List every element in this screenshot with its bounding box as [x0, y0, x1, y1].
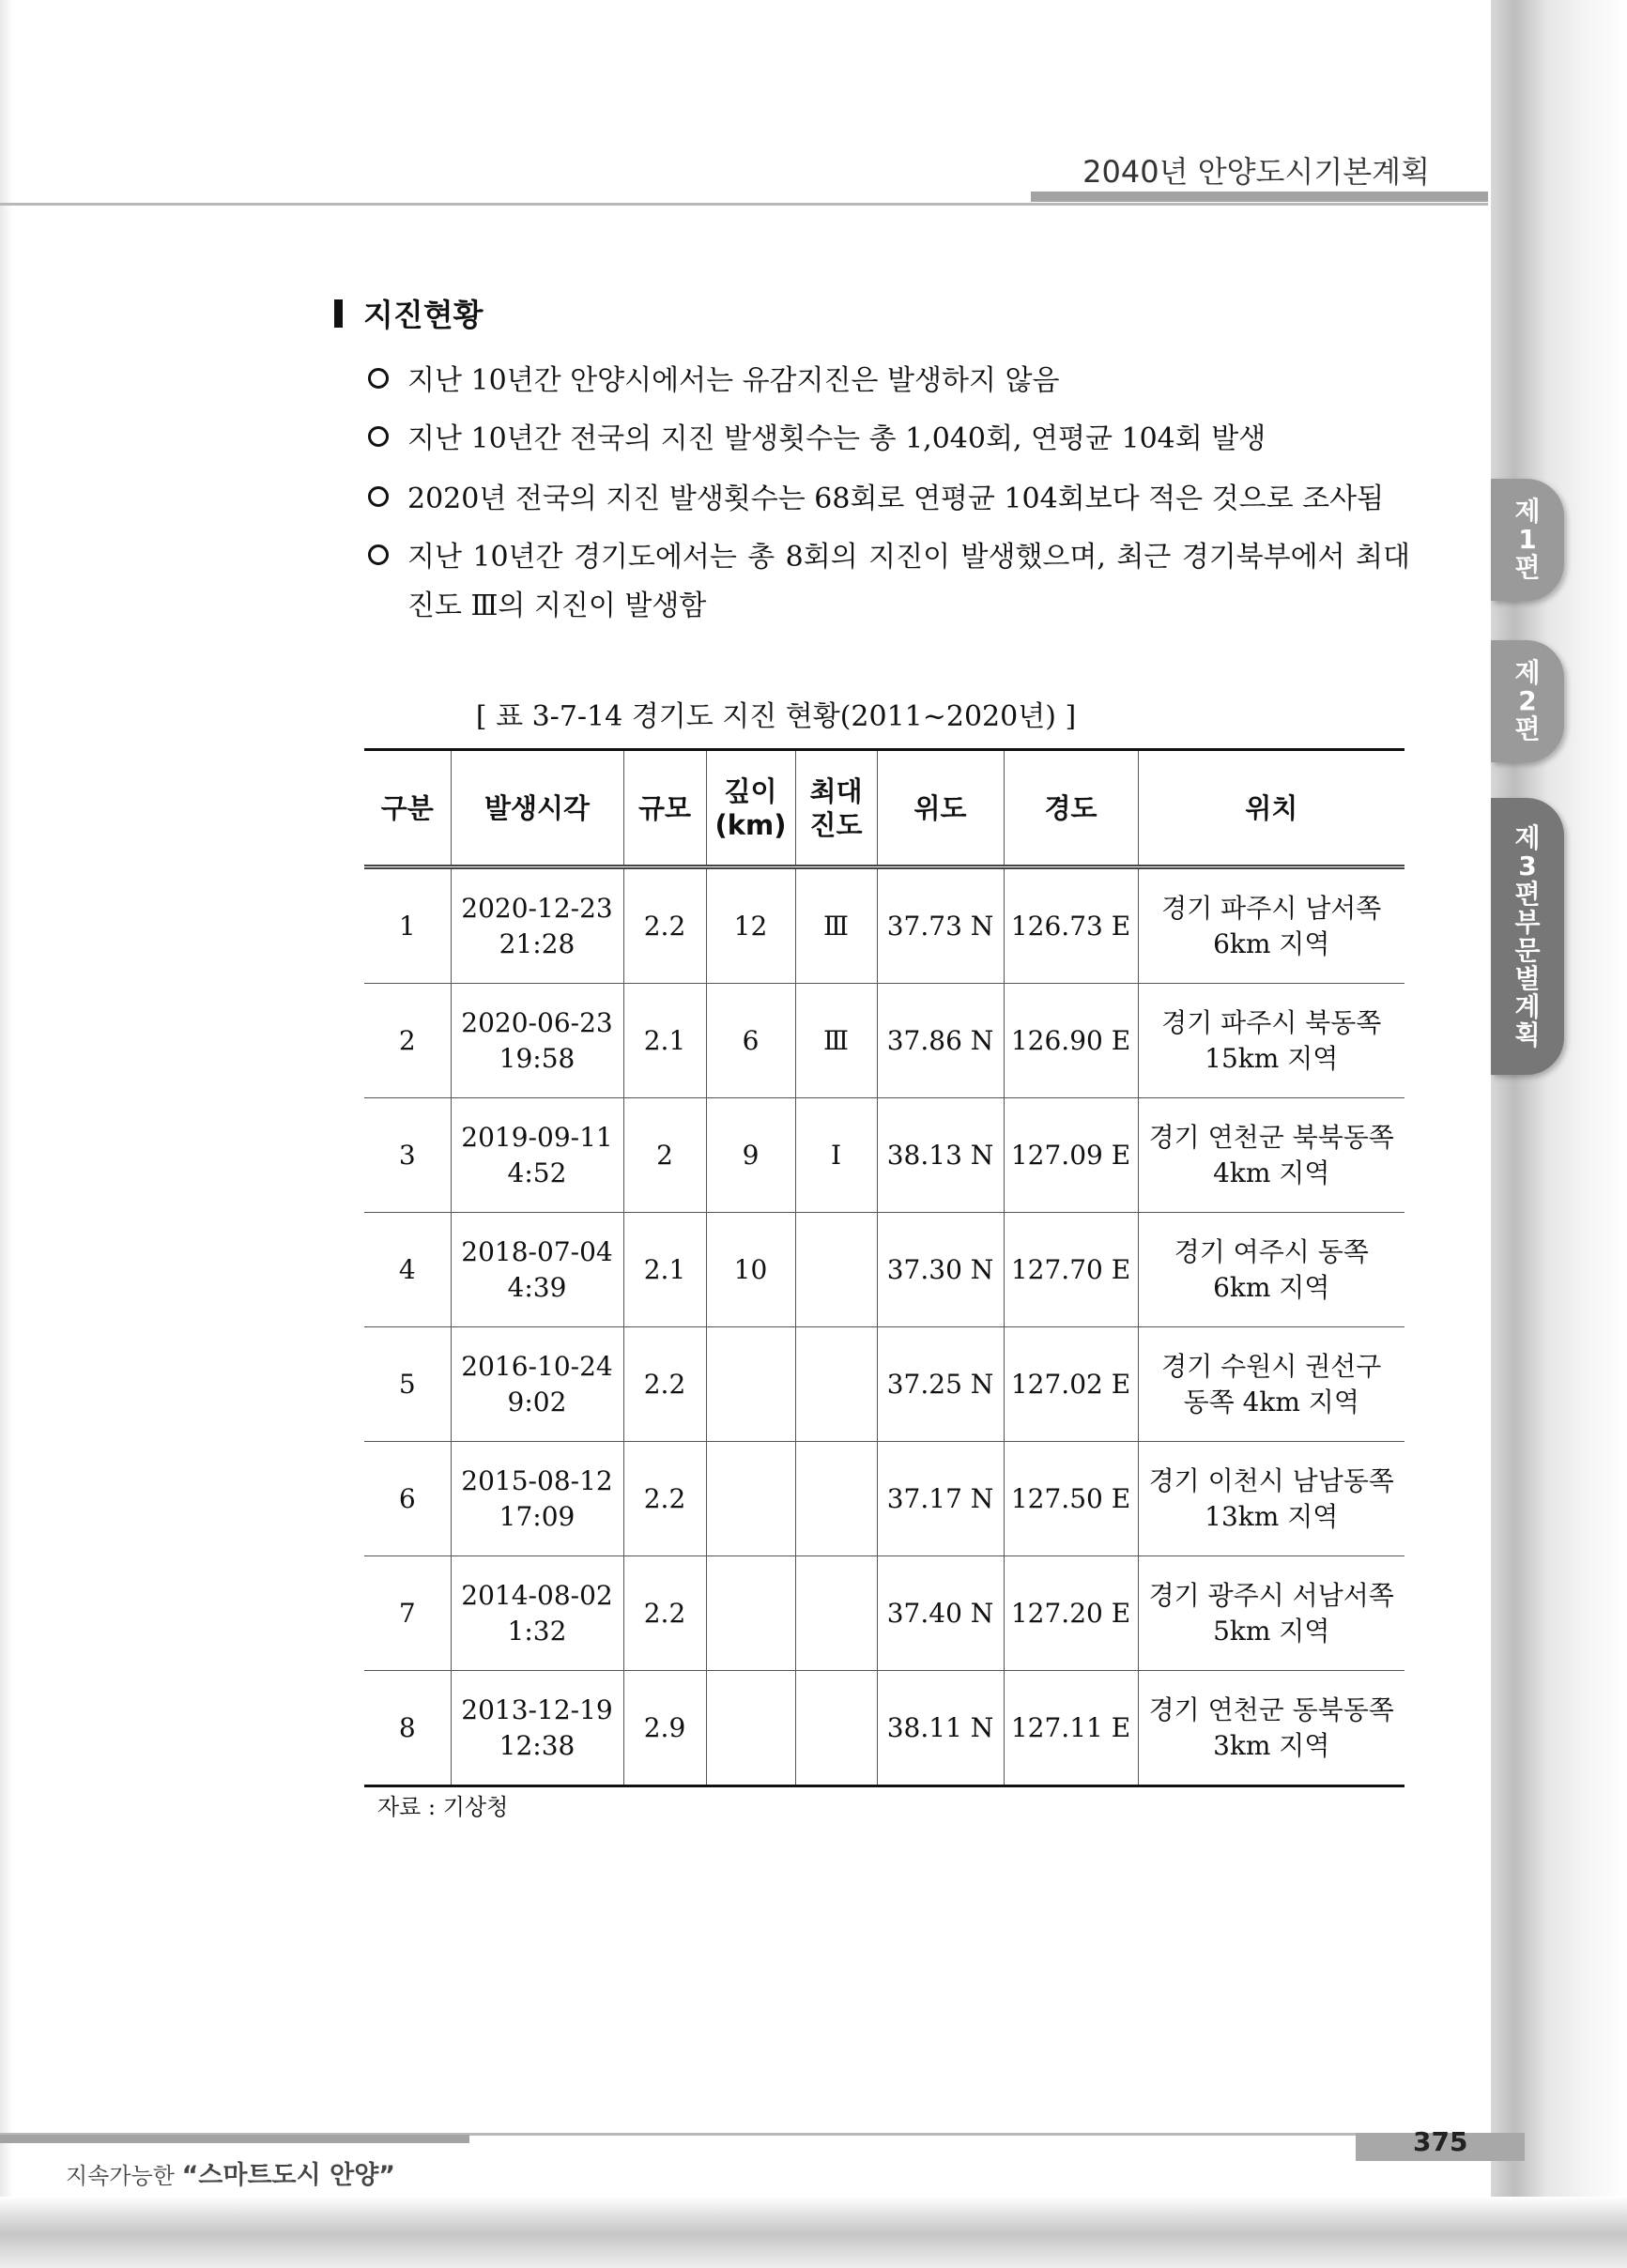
- header-depth-line1: 깊이: [724, 774, 777, 807]
- cell-location: [1138, 984, 1404, 1098]
- table-row: [364, 1671, 1404, 1786]
- circle-bullet-icon: [368, 368, 389, 389]
- table-row: [364, 984, 1404, 1098]
- cell-depth: [706, 1327, 795, 1442]
- cell-intensity: I: [795, 1098, 877, 1213]
- side-tab-part-3[interactable]: [1491, 798, 1564, 1075]
- table-row: [364, 1213, 1404, 1327]
- cell-intensity: [795, 1327, 877, 1442]
- cell-location-line2: 15km 지역: [1205, 1042, 1339, 1074]
- header-depth: [706, 750, 795, 867]
- cell-no: 3: [364, 1098, 451, 1213]
- cell-date-text: 2018-07-04: [461, 1235, 613, 1267]
- page-edge-right: [1491, 0, 1627, 2268]
- cell-magnitude: 2.2: [623, 1327, 706, 1442]
- cell-depth: [706, 1442, 795, 1556]
- cell-location: [1138, 1213, 1404, 1327]
- bullet-text: 2020년 전국의 지진 발생횟수는 68회로 연평균 104회보다 적은 것으로 조사됨: [407, 483, 1385, 515]
- table-row: [364, 1098, 1404, 1213]
- cell-lat: 38.13 N: [877, 1098, 1004, 1213]
- header-time: 발생시각: [451, 750, 623, 867]
- bullet-item: [368, 415, 1410, 464]
- cell-intensity: Ⅲ: [795, 984, 877, 1098]
- cell-no: 2: [364, 984, 451, 1098]
- cell-time: [451, 867, 623, 984]
- cell-no: 8: [364, 1671, 451, 1786]
- cell-depth: 6: [706, 984, 795, 1098]
- cell-lon: 127.11 E: [1004, 1671, 1138, 1786]
- cell-date-text: 2013-12-19: [461, 1693, 613, 1725]
- cell-lon: 127.70 E: [1004, 1213, 1138, 1327]
- cell-lat: 37.40 N: [877, 1556, 1004, 1671]
- page-edge-left: [0, 0, 13, 2197]
- cell-time-text: 21:28: [499, 927, 576, 959]
- cell-intensity: [795, 1671, 877, 1786]
- page-number: 375: [1413, 2126, 1468, 2157]
- cell-lon: 126.90 E: [1004, 984, 1138, 1098]
- cell-lat: 38.11 N: [877, 1671, 1004, 1786]
- cell-no: 6: [364, 1442, 451, 1556]
- cell-date-text: 2014-08-02: [461, 1579, 613, 1611]
- cell-depth: [706, 1556, 795, 1671]
- side-tab-part-1[interactable]: [1491, 479, 1564, 601]
- cell-lon: 127.50 E: [1004, 1442, 1138, 1556]
- circle-bullet-icon: [368, 544, 389, 565]
- side-tab-label: 제3편 부문별 계획: [1514, 821, 1541, 1050]
- cell-lon: 127.09 E: [1004, 1098, 1138, 1213]
- cell-date-text: 2020-12-23: [461, 892, 613, 924]
- cell-magnitude: 2: [623, 1098, 706, 1213]
- cell-time: [451, 1098, 623, 1213]
- cell-location-line1: 경기 여주시 동쪽: [1174, 1235, 1369, 1267]
- cell-location: [1138, 1556, 1404, 1671]
- cell-lon: 127.20 E: [1004, 1556, 1138, 1671]
- cell-intensity: [795, 1213, 877, 1327]
- header-no: 구분: [364, 750, 451, 867]
- cell-location-line2: 5km 지역: [1213, 1615, 1330, 1647]
- cell-location-line1: 경기 연천군 북북동쪽: [1148, 1121, 1394, 1153]
- cell-time-text: 17:09: [499, 1500, 576, 1532]
- cell-time: [451, 984, 623, 1098]
- header-magnitude: 규모: [623, 750, 706, 867]
- cell-magnitude: 2.2: [623, 867, 706, 984]
- cell-no: 4: [364, 1213, 451, 1327]
- cell-location: [1138, 1442, 1404, 1556]
- cell-time: [451, 1213, 623, 1327]
- header-lat: 위도: [877, 750, 1004, 867]
- cell-time-text: 4:39: [507, 1271, 567, 1303]
- cell-intensity: [795, 1556, 877, 1671]
- bullet-item: [368, 475, 1410, 524]
- header-location: 위치: [1138, 750, 1404, 867]
- footer-slogan-prefix: 지속가능한: [66, 2163, 182, 2189]
- cell-date-text: 2020-06-23: [461, 1006, 613, 1038]
- cell-location-line2: 6km 지역: [1213, 1271, 1330, 1303]
- table-row: [364, 867, 1404, 984]
- cell-location-line1: 경기 이천시 남남동쪽: [1148, 1464, 1394, 1496]
- circle-bullet-icon: [368, 426, 389, 447]
- header-lon: 경도: [1004, 750, 1138, 867]
- cell-location-line1: 경기 연천군 동북동쪽: [1148, 1693, 1394, 1725]
- header-accent-bar: [1031, 192, 1488, 202]
- cell-time: [451, 1442, 623, 1556]
- cell-location-line2: 3km 지역: [1213, 1729, 1330, 1761]
- running-header-title: 2040년 안양도시기본계획: [1082, 154, 1430, 190]
- section-heading-text: 지진현황: [363, 297, 483, 333]
- cell-location-line1: 경기 수원시 권선구: [1161, 1350, 1382, 1382]
- cell-location-line1: 경기 광주시 서남서쪽: [1148, 1579, 1394, 1611]
- cell-depth: [706, 1671, 795, 1786]
- cell-location: [1138, 1098, 1404, 1213]
- cell-location-line1: 경기 파주시 남서쪽: [1161, 892, 1382, 924]
- cell-lat: 37.30 N: [877, 1213, 1004, 1327]
- header-depth-line2: (km): [714, 808, 787, 841]
- cell-location-line2: 4km 지역: [1213, 1157, 1330, 1188]
- footer-slogan: [66, 2154, 395, 2191]
- bullet-item: [368, 533, 1410, 631]
- cell-depth: 12: [706, 867, 795, 984]
- cell-depth: 10: [706, 1213, 795, 1327]
- table-row: [364, 1327, 1404, 1442]
- cell-time-text: 1:32: [507, 1615, 567, 1647]
- cell-magnitude: 2.2: [623, 1556, 706, 1671]
- earthquake-table: [364, 748, 1404, 1787]
- cell-no: 7: [364, 1556, 451, 1671]
- table-caption: [0, 693, 1627, 734]
- cell-time-text: 19:58: [499, 1042, 576, 1074]
- cell-location-line2: 6km 지역: [1213, 927, 1330, 959]
- cell-no: 5: [364, 1327, 451, 1442]
- bullet-text: 지난 10년간 전국의 지진 발생횟수는 총 1,040회, 연평균 104회 발생: [407, 422, 1266, 455]
- cell-location: [1138, 867, 1404, 984]
- cell-location-line2: 13km 지역: [1205, 1500, 1339, 1532]
- cell-time: [451, 1671, 623, 1786]
- table-caption-text: [ 표 3-7-14 경기도 지진 현황(2011~2020년) ]: [475, 700, 1077, 733]
- bullet-text: 지난 10년간 경기도에서는 총 8회의 지진이 발생했으며, 최근 경기북부에서 최대진도 Ⅲ의 지진이 발생함: [407, 541, 1410, 622]
- table-source-note: 자료 : 기상청: [377, 1794, 509, 1820]
- page-edge-bottom: [0, 2197, 1627, 2268]
- cell-magnitude: 2.1: [623, 984, 706, 1098]
- cell-location: [1138, 1327, 1404, 1442]
- cell-time-text: 12:38: [499, 1729, 576, 1761]
- cell-intensity: Ⅲ: [795, 867, 877, 984]
- bullet-text: 지난 10년간 안양시에서는 유감지진은 발생하지 않음: [407, 364, 1060, 397]
- cell-location: [1138, 1671, 1404, 1786]
- cell-lat: 37.25 N: [877, 1327, 1004, 1442]
- cell-time-text: 9:02: [507, 1386, 567, 1418]
- bullet-item: [368, 357, 1410, 406]
- cell-lon: 126.73 E: [1004, 867, 1138, 984]
- cell-magnitude: 2.2: [623, 1442, 706, 1556]
- cell-lat: 37.73 N: [877, 867, 1004, 984]
- footer-accent-bar: [0, 2135, 469, 2143]
- cell-date-text: 2015-08-12: [461, 1464, 613, 1496]
- cell-time: [451, 1556, 623, 1671]
- table-row: [364, 1556, 1404, 1671]
- cell-no: 1: [364, 867, 451, 984]
- heading-bar-icon: [334, 299, 343, 328]
- table-header-row: [364, 750, 1404, 867]
- cell-time: [451, 1327, 623, 1442]
- circle-bullet-icon: [368, 486, 389, 507]
- side-tab-label: 제1편: [1514, 496, 1541, 583]
- cell-location-line1: 경기 파주시 북동쪽: [1161, 1006, 1382, 1038]
- header-rule: [0, 203, 1488, 206]
- footer-slogan-quoted: “스마트도시 안양”: [181, 2161, 396, 2190]
- cell-date-text: 2019-09-11: [461, 1121, 613, 1153]
- cell-lat: 37.86 N: [877, 984, 1004, 1098]
- side-tab-label: 제2편: [1514, 657, 1541, 744]
- table-row: [364, 1442, 1404, 1556]
- cell-lat: 37.17 N: [877, 1442, 1004, 1556]
- cell-magnitude: 2.1: [623, 1213, 706, 1327]
- header-intensity-line2: 진도: [809, 808, 863, 841]
- cell-depth: 9: [706, 1098, 795, 1213]
- cell-magnitude: 2.9: [623, 1671, 706, 1786]
- header-intensity-line1: 최대: [809, 774, 863, 807]
- cell-lon: 127.02 E: [1004, 1327, 1138, 1442]
- cell-time-text: 4:52: [507, 1157, 567, 1188]
- header-intensity: [795, 750, 877, 867]
- section-heading: [334, 291, 483, 335]
- cell-intensity: [795, 1442, 877, 1556]
- cell-date-text: 2016-10-24: [461, 1350, 613, 1382]
- cell-location-line2: 동쪽 4km 지역: [1183, 1386, 1359, 1418]
